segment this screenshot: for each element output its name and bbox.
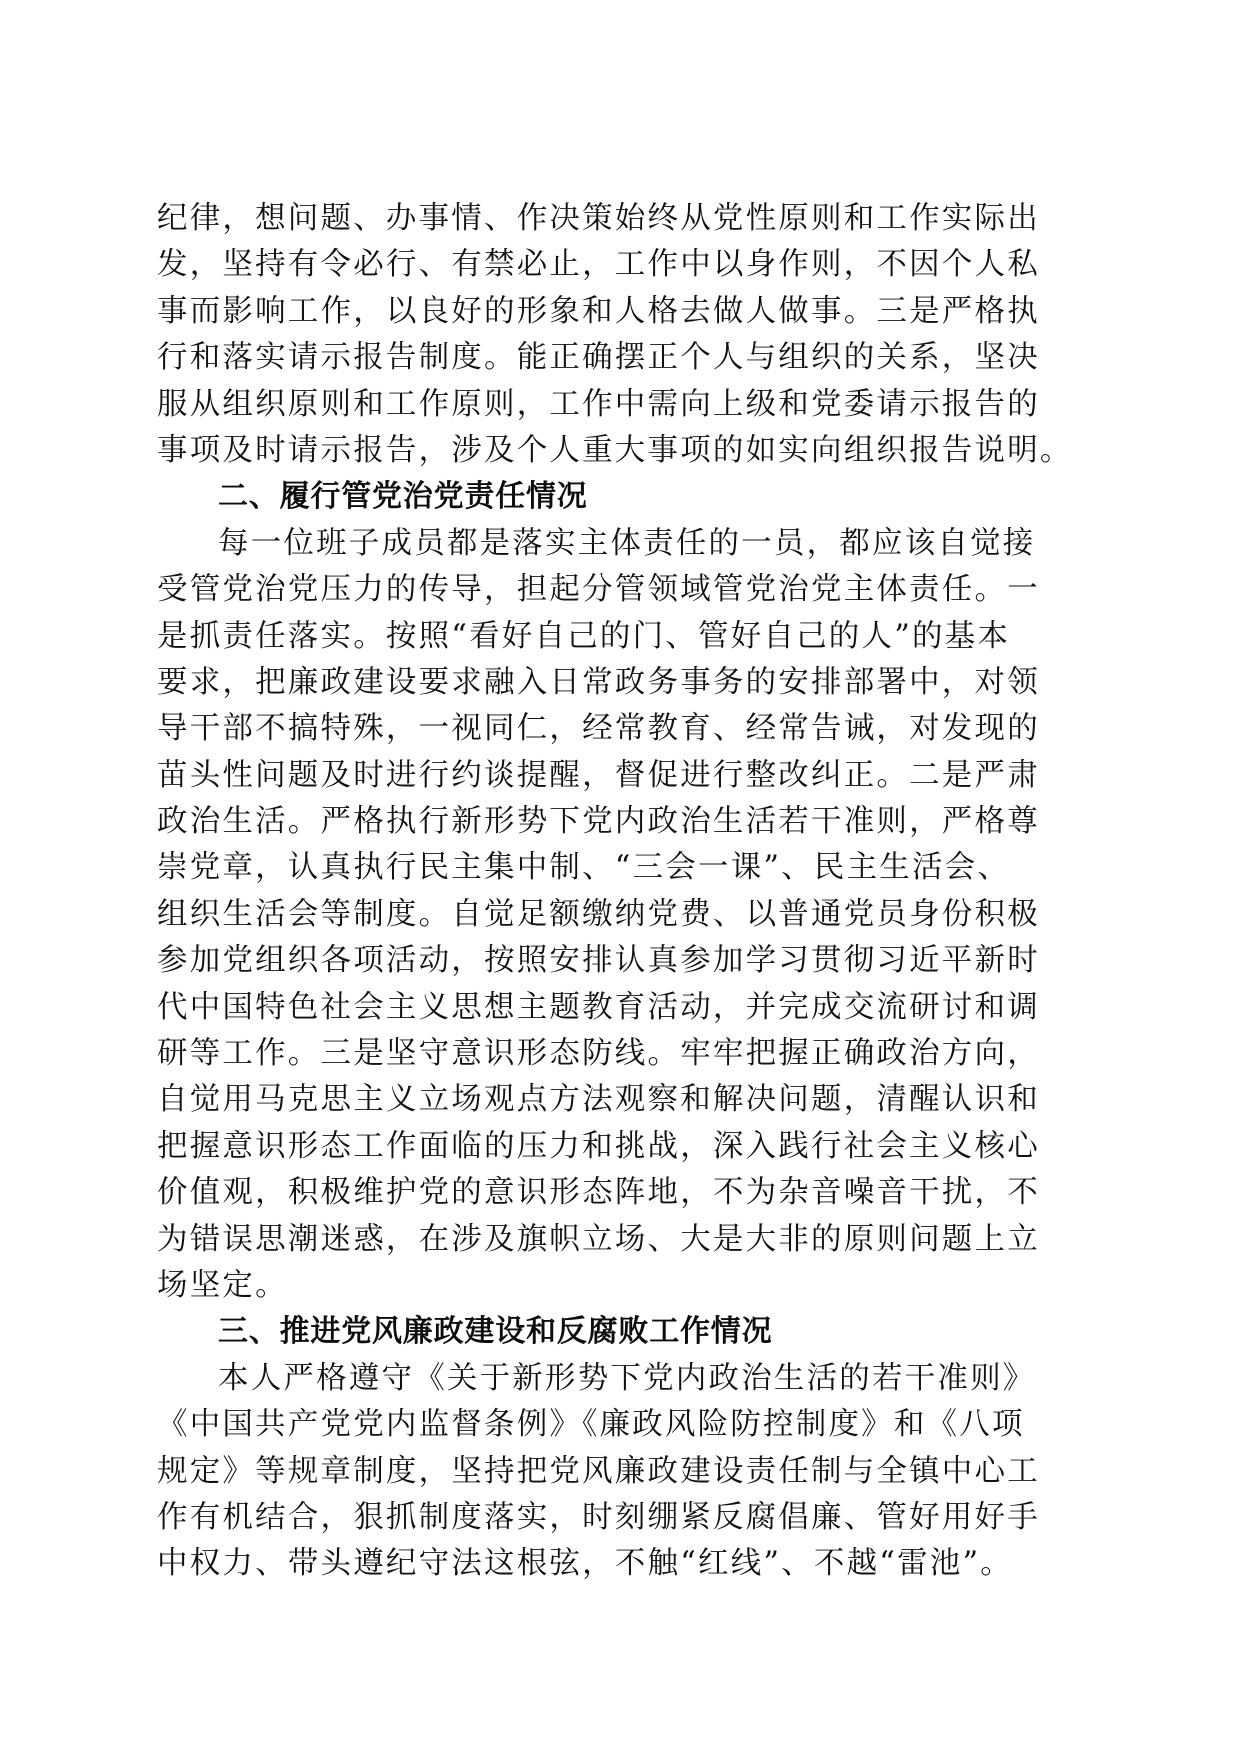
body-text-line: 把握意识形态工作面临的压力和挑战，深入践行社会主义核心 [157, 1128, 1040, 1164]
section-heading: 三、推进党风廉政建设和反腐败工作情况 [218, 1314, 773, 1350]
body-text-line: 为错误思潮迷惑，在涉及旗帜立场、大是大非的原则问题上立 [157, 1221, 1040, 1257]
body-text-line: 是抓责任落实。按照“看好自己的门、管好自己的人”的基本 [157, 618, 1011, 654]
document-body [157, 196, 1097, 1588]
body-text-line: 纪律，想问题、办事情、作决策始终从党性原则和工作实际出 [157, 201, 1040, 236]
body-text-line: 本人严格遵守《关于新形势下党内政治生活的若干准则》 [218, 1360, 1036, 1396]
body-text-line: 要求，把廉政建设要求融入日常政务事务的安排部署中，对领 [157, 664, 1040, 700]
body-text-line: 研等工作。三是坚守意识形态防线。牢牢把握正确政治方向， [157, 1036, 1040, 1072]
body-text-line: 行和落实请示报告制度。能正确摆正个人与组织的关系，坚决 [157, 340, 1040, 376]
body-text-line: 政治生活。严格执行新形势下党内政治生活若干准则，严格尊 [157, 804, 1040, 840]
body-text-line: 每一位班子成员都是落实主体责任的一员，都应该自觉接 [218, 525, 1036, 561]
body-text-line: 规定》等规章制度，坚持把党风廉政建设责任制与全镇中心工 [157, 1453, 1040, 1489]
body-text-line: 服从组织原则和工作原则，工作中需向上级和党委请示报告的 [157, 386, 1040, 422]
body-text-line: 事而影响工作，以良好的形象和人格去做人做事。三是严格执 [157, 293, 1040, 329]
body-text-line: 自觉用马克思主义立场观点方法观察和解决问题，清醒认识和 [157, 1082, 1040, 1118]
body-text-line: 价值观，积极维护党的意识形态阵地，不为杂音噪音干扰，不 [157, 1175, 1040, 1211]
body-text-line: 代中国特色社会主义思想主题教育活动，并完成交流研讨和调 [157, 989, 1040, 1025]
body-text-line: 场坚定。 [157, 1267, 288, 1303]
body-text-line: 组织生活会等制度。自觉足额缴纳党费、以普通党员身份积极 [157, 896, 1040, 932]
body-text-line: 崇党章，认真执行民主集中制、“三会一课”、民主生活会、 [157, 850, 1011, 886]
body-text-line: 导干部不搞特殊，一视同仁，经常教育、经常告诫，对发现的 [157, 711, 1040, 747]
body-text-line: 参加党组织各项活动，按照安排认真参加学习贯彻习近平新时 [157, 943, 1040, 979]
body-text-line: 《中国共产党党内监督条例》《廉政风险防控制度》和《八项 [157, 1407, 1025, 1443]
section-heading: 二、履行管党治党责任情况 [218, 479, 588, 515]
body-text-line: 发，坚持有令必行、有禁必止，工作中以身作则，不因个人私 [157, 247, 1040, 283]
body-text-line: 事项及时请示报告，涉及个人重大事项的如实向组织报告说明。 [157, 432, 1073, 468]
body-text-line: 中权力、带头遵纪守法这根弦，不触“红线”、不越“雷池”。 [157, 1546, 1013, 1582]
body-text-line: 受管党治党压力的传导，担起分管领域管党治党主体责任。一 [157, 572, 1040, 608]
body-text-line: 作有机结合，狠抓制度落实，时刻绷紧反腐倡廉、管好用好手 [157, 1499, 1040, 1535]
body-text-line: 苗头性问题及时进行约谈提醒，督促进行整改纠正。二是严肃 [157, 757, 1040, 793]
